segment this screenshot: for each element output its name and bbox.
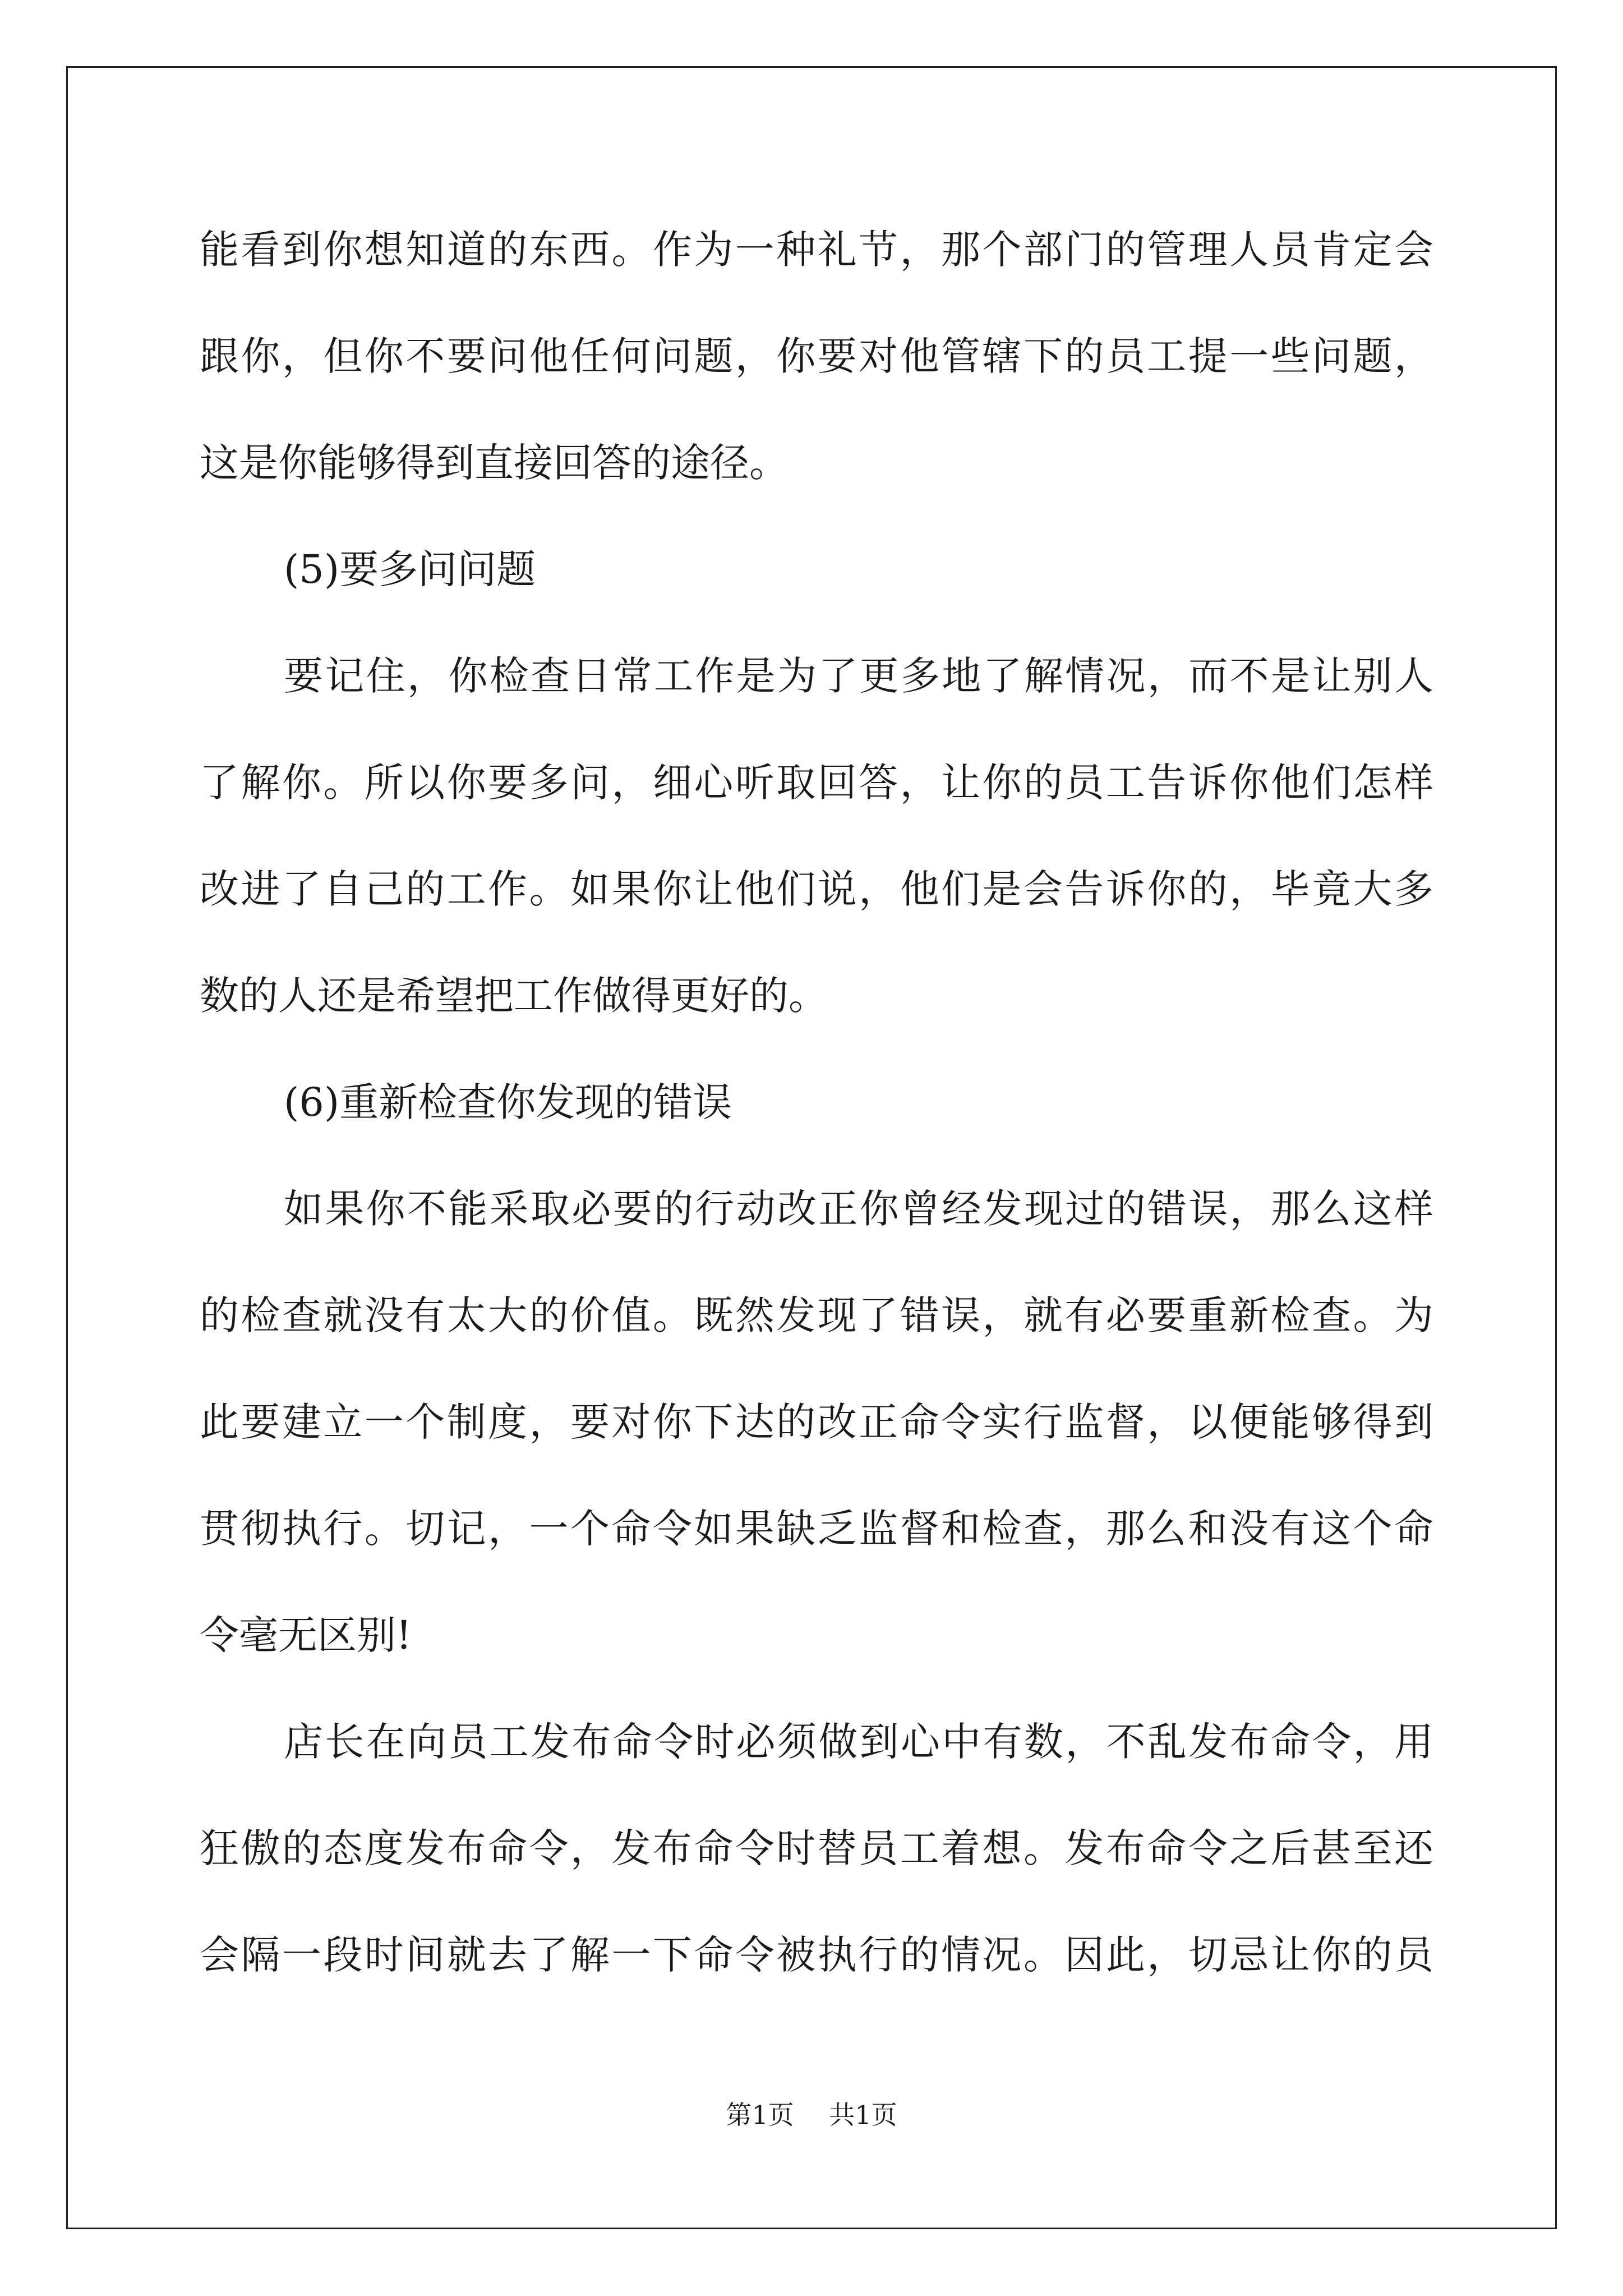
document-body	[200, 208, 1433, 2019]
text-line: 此要建立一个制度，要对你下达的改正命令实行监督，以便能够得到	[200, 1399, 1433, 1445]
page-total: 共1页	[829, 2100, 897, 2130]
text-line: 跟你，但你不要问他任何问题，你要对他管辖下的员工提一些问题，	[200, 333, 1433, 379]
text-line: 数的人还是希望把工作做得更好的。	[200, 973, 828, 1019]
section-heading: (6)重新检查你发现的错误	[284, 1079, 732, 1125]
text-line: 如果你不能采取必要的行动改正你曾经发现过的错误，那么这样	[284, 1186, 1433, 1232]
text-line: 令毫无区别!	[200, 1612, 412, 1658]
page-footer	[0, 2098, 1623, 2132]
section-heading: (5)要多问问题	[284, 546, 536, 592]
text-line: 贯彻执行。切记，一个命令如果缺乏监督和检查，那么和没有这个命	[200, 1506, 1433, 1552]
text-line: 这是你能够得到直接回答的途径。	[200, 440, 789, 486]
page-number: 第1页	[726, 2100, 794, 2130]
text-line: 了解你。所以你要多问，细心听取回答，让你的员工告诉你他们怎样	[200, 760, 1433, 806]
text-line: 店长在向员工发布命令时必须做到心中有数，不乱发布命令，用	[284, 1719, 1433, 1765]
text-line: 改进了自己的工作。如果你让他们说，他们是会告诉你的，毕竟大多	[200, 866, 1433, 912]
text-line: 狂傲的态度发布命令，发布命令时替员工着想。发布命令之后甚至还	[200, 1825, 1433, 1871]
text-line: 要记住，你检查日常工作是为了更多地了解情况，而不是让别人	[284, 653, 1433, 699]
text-line: 的检查就没有太大的价值。既然发现了错误，就有必要重新检查。为	[200, 1292, 1433, 1338]
text-line: 能看到你想知道的东西。作为一种礼节，那个部门的管理人员肯定会	[200, 227, 1433, 273]
text-line: 会隔一段时间就去了解一下命令被执行的情况。因此，切忌让你的员	[200, 1932, 1433, 1978]
